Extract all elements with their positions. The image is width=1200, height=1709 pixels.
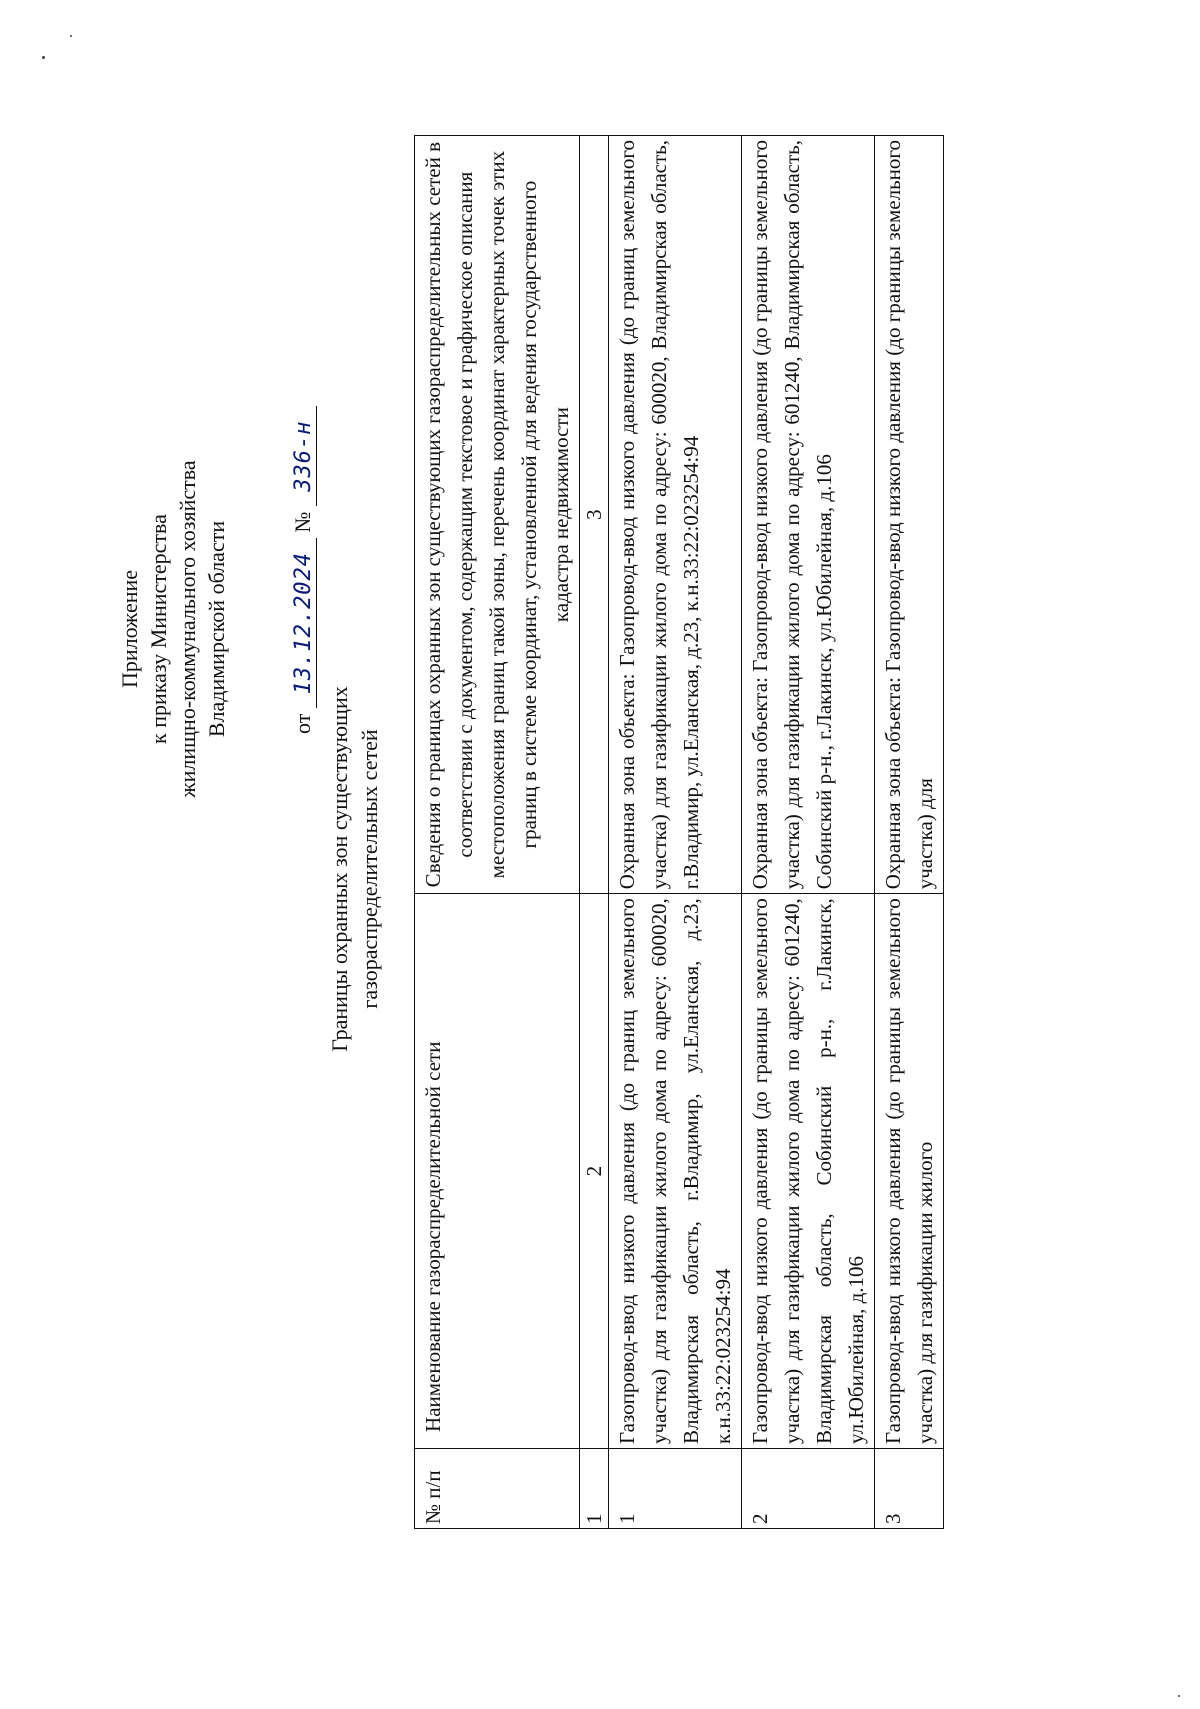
network-name-cell: Газопровод-ввод низкого давления (до границ земельного участка) для газификации жилого дома по адресу: 600020, Владимирская область, г.Владимир, ул.Еланская, д.23, к.н.33:22:023254:94 bbox=[609, 894, 742, 1449]
zone-info-cell: Охранная зона объекта: Газопровод-ввод низкого давления (до границы земельного участка) для bbox=[875, 136, 944, 894]
row-number: 1 bbox=[609, 1448, 742, 1528]
column-index-row bbox=[580, 136, 609, 1529]
order-reference bbox=[290, 406, 317, 734]
document-title bbox=[325, 549, 385, 1189]
column-index: 1 bbox=[580, 1448, 609, 1528]
order-number-handwritten: 336-н bbox=[291, 406, 317, 506]
document-title-line: Границы охранных зон существующих bbox=[327, 686, 352, 1052]
appendix-title: Приложение bbox=[117, 569, 142, 689]
scan-speck bbox=[42, 56, 45, 59]
appendix-header bbox=[115, 399, 231, 859]
table-header-row bbox=[415, 136, 580, 1529]
table-row bbox=[609, 136, 742, 1529]
zone-info-cell: Охранная зона объекта: Газопровод-ввод низкого давления (до границ земельного участка) для газификации жилого дома по адресу: 600020, Владимирская область, г.Владимир, ул.Еланская, д.23, к.н.33:22:023254:94 bbox=[609, 136, 742, 894]
table-row bbox=[875, 136, 944, 1529]
order-date-handwritten: 13.12.2024 bbox=[291, 538, 317, 708]
appendix-line: Владимирской области bbox=[204, 520, 229, 738]
scan-speck bbox=[1178, 1695, 1180, 1697]
column-index: 3 bbox=[580, 136, 609, 894]
header-number: № п/п bbox=[415, 1448, 580, 1528]
appendix-line: к приказу Министерства bbox=[146, 514, 171, 744]
network-name-cell: Газопровод-ввод низкого давления (до границы земельного участка) для газификации жилого дома по адресу: 601240, Владимирская область, Собинский р-н., г.Лакинск, ул.Юбилейная, д.106 bbox=[742, 894, 875, 1449]
row-number: 3 bbox=[875, 1448, 944, 1528]
table-row bbox=[742, 136, 875, 1529]
zone-info-cell: Охранная зона объекта: Газопровод-ввод низкого давления (до границы земельного участка) для газификации жилого дома по адресу: 601240, Владимирская область, Собинский р-н., г.Лакинск, ул.Юбилейная, д.106 bbox=[742, 136, 875, 894]
row-number: 2 bbox=[742, 1448, 875, 1528]
header-zone-info: Сведения о границах охранных зон существующих газораспределительных сетей в соответствии с документом, содержащим текстовое и графическое описания местоположения границ такой зоны, перечень координат характерных точек этих границ в системе координат, установленной для ведения государственного кадастра недвижимости bbox=[415, 136, 580, 894]
column-index: 2 bbox=[580, 894, 609, 1449]
appendix-line: жилищно-коммунального хозяйства bbox=[175, 460, 200, 798]
header-network-name: Наименование газораспределительной сети bbox=[415, 894, 580, 1449]
document-title-line: газораспределительных сетей bbox=[357, 729, 382, 1009]
order-from-label: от bbox=[290, 713, 315, 734]
order-number-sign: № bbox=[290, 511, 315, 533]
scan-speck bbox=[70, 35, 72, 37]
protection-zones-table bbox=[414, 135, 944, 1529]
network-name-cell: Газопровод-ввод низкого давления (до границы земельного участка) для газификации жилого bbox=[875, 894, 944, 1449]
